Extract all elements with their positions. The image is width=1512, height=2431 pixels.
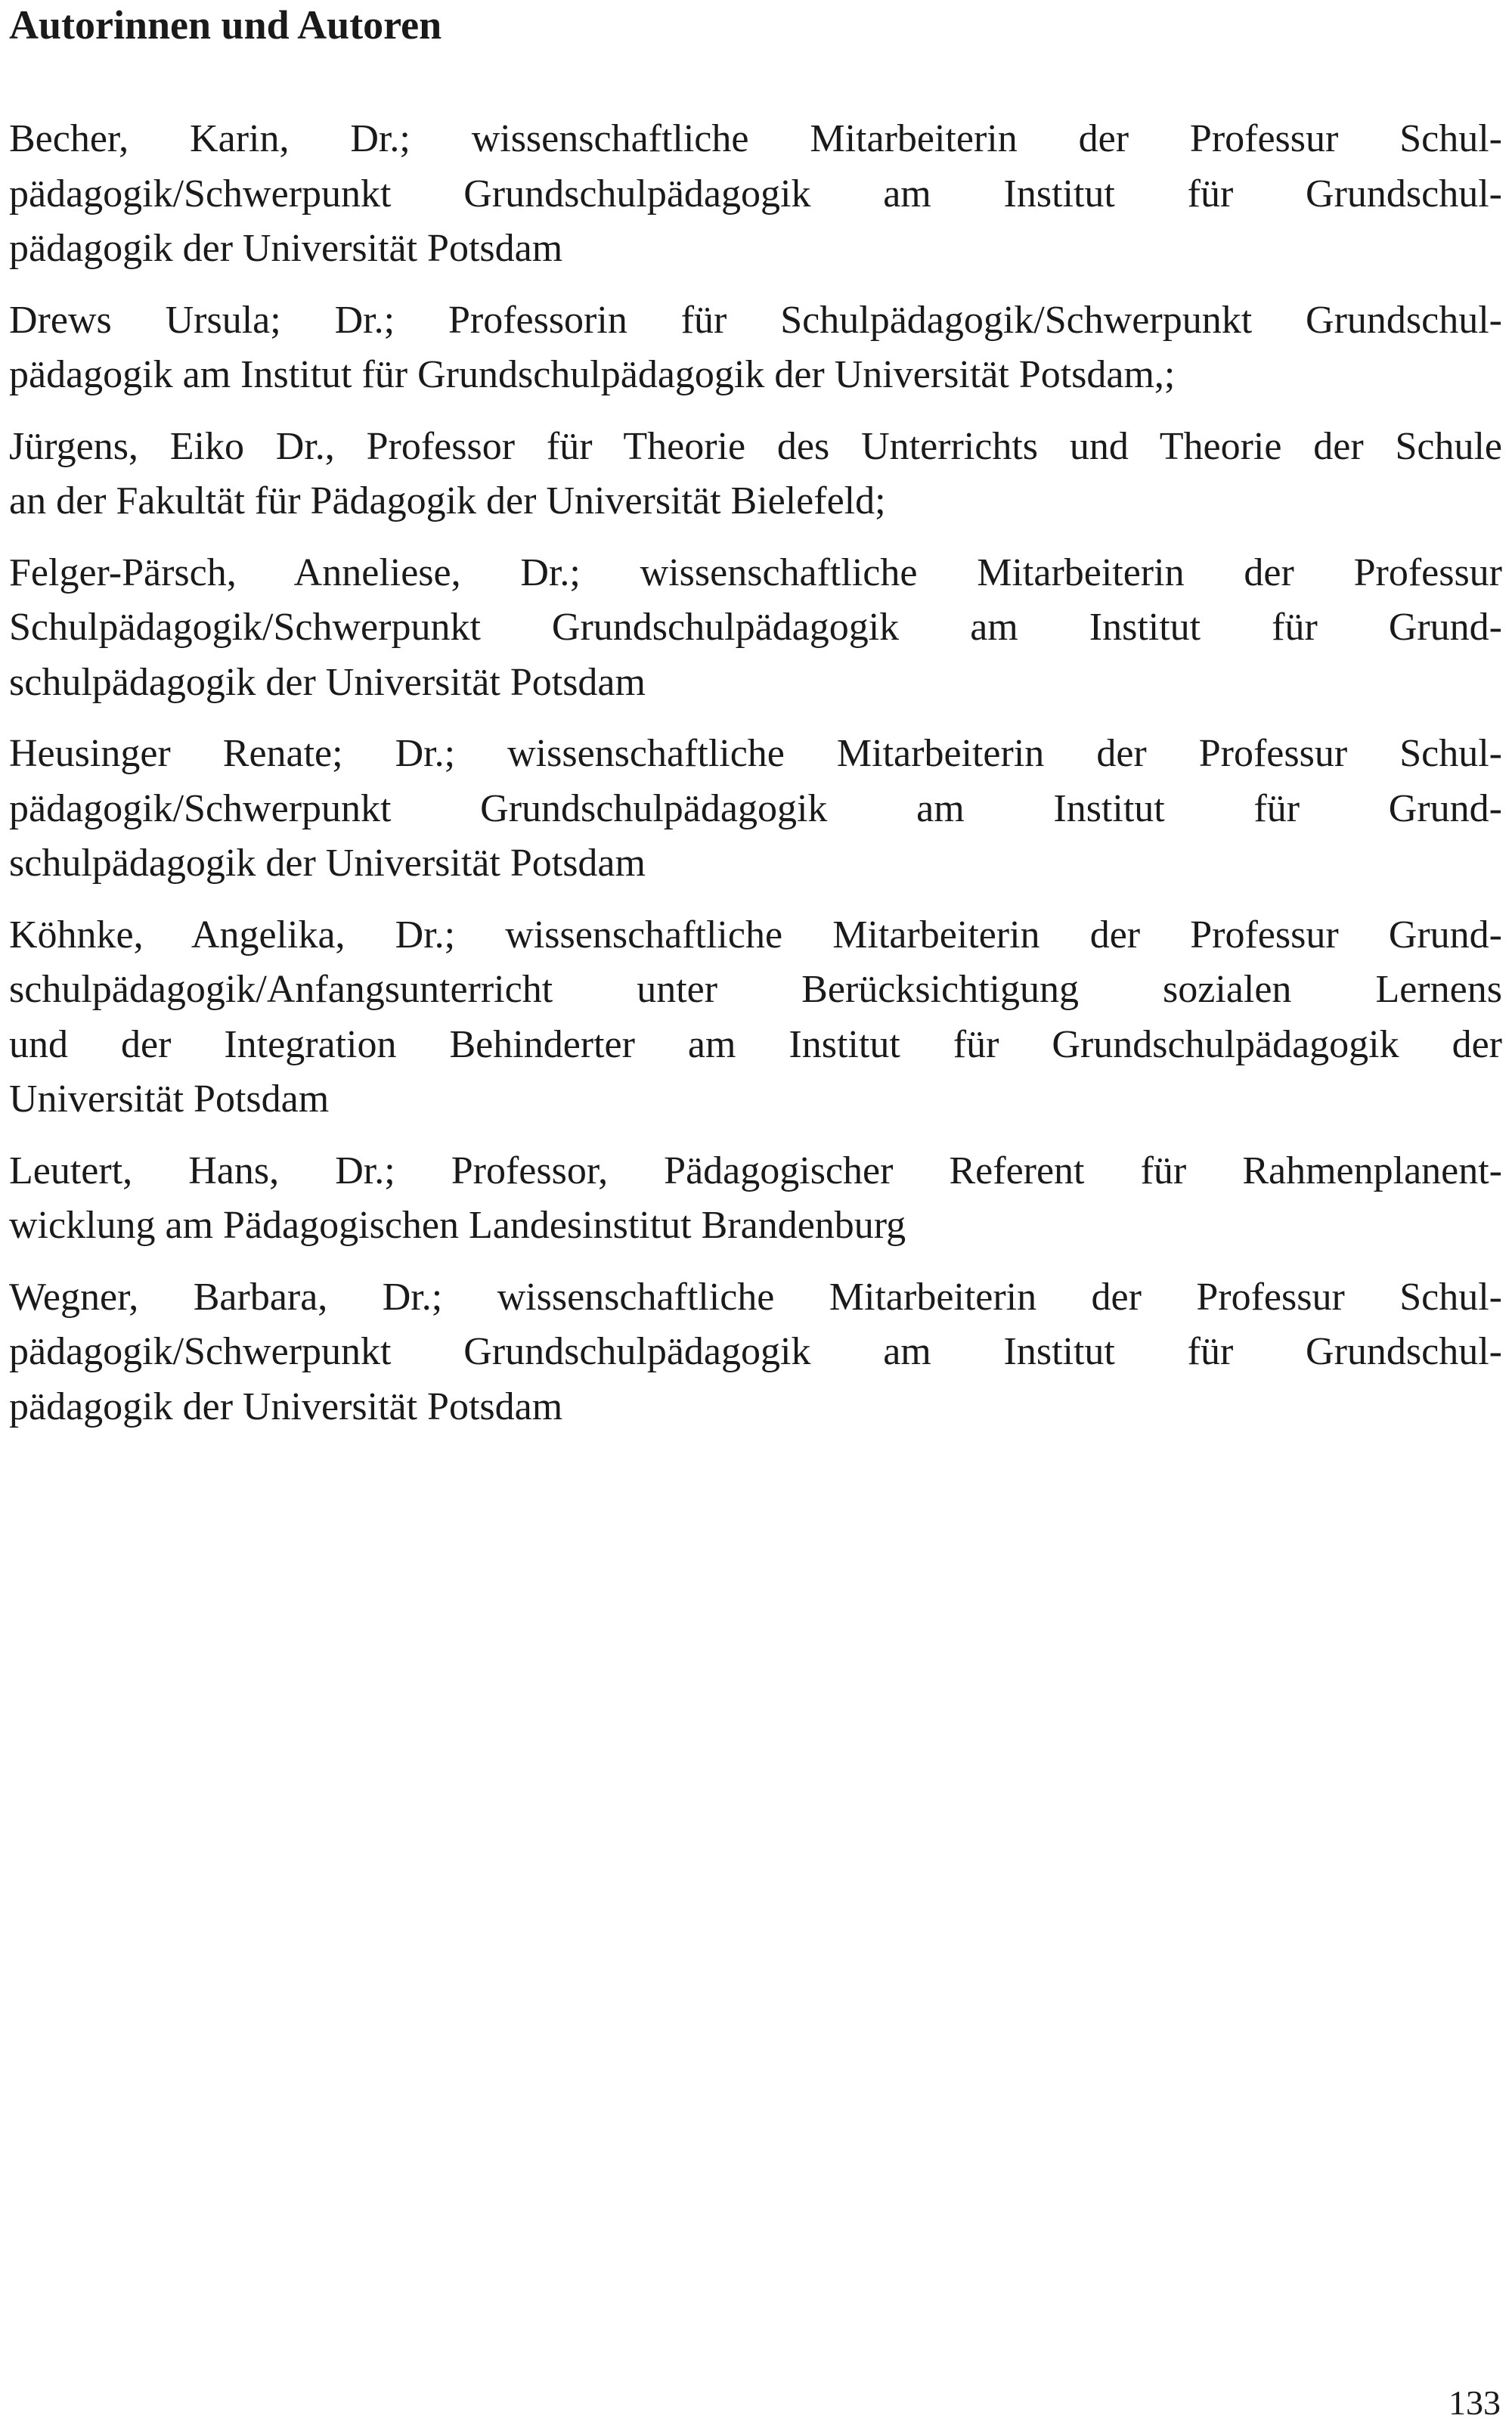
author-entry-line: Heusinger Renate; Dr.; wissenschaftliche Mitarbeiterin der Professur Schul- (9, 732, 1502, 775)
author-entry (9, 293, 1502, 403)
author-entry-line: Leutert, Hans, Dr.; Professor, Pädagogischer Referent für Rahmenplanent- (9, 1149, 1502, 1192)
author-entry-line: schulpädagogik der Universität Potsdam (9, 660, 646, 704)
author-entry-line: wicklung am Pädagogischen Landesinstitut Brandenburg (9, 1204, 906, 1247)
author-entry-line: schulpädagogik/Anfangsunterricht unter Berücksichtigung sozialen Lernens (9, 968, 1502, 1011)
author-entry-line: Becher, Karin, Dr.; wissenschaftliche Mitarbeiterin der Professur Schul- (9, 117, 1502, 160)
page-number: 133 (1448, 2383, 1501, 2422)
author-entry (9, 727, 1502, 891)
author-entry-line: Drews Ursula; Dr.; Professorin für Schulpädagogik/Schwerpunkt Grundschul- (9, 298, 1502, 342)
author-list (9, 112, 1502, 1451)
author-entry-line: pädagogik der Universität Potsdam (9, 1384, 563, 1428)
author-entry-line: Jürgens, Eiko Dr., Professor für Theorie des Unterrichts und Theorie der Schule (9, 424, 1502, 468)
author-entry (9, 112, 1502, 277)
author-entry (9, 546, 1502, 711)
author-entry-line: und der Integration Behinderter am Institut für Grundschulpädagogik der (9, 1022, 1502, 1066)
author-entry-line: an der Fakultät für Pädagogik der Universität Bielefeld; (9, 479, 886, 522)
author-entry-line: schulpädagogik der Universität Potsdam (9, 842, 646, 885)
author-entry (9, 908, 1502, 1127)
author-entry-line: Universität Potsdam (9, 1078, 330, 1121)
author-entry (9, 1270, 1502, 1435)
author-entry-line: Felger-Pärsch, Anneliese, Dr.; wissenschaftliche Mitarbeiterin der Professur (9, 550, 1502, 594)
author-entry-line: pädagogik/Schwerpunkt Grundschulpädagogik am Institut für Grundschul- (9, 172, 1502, 216)
author-entry-line: pädagogik am Institut für Grundschulpädagogik der Universität Potsdam,; (9, 353, 1176, 396)
page-heading: Autorinnen und Autoren (9, 2, 442, 48)
author-entry-line: pädagogik der Universität Potsdam (9, 227, 563, 270)
author-entry-line: Schulpädagogik/Schwerpunkt Grundschulpädagogik am Institut für Grund- (9, 606, 1502, 649)
author-entry-line: pädagogik/Schwerpunkt Grundschulpädagogik am Institut für Grundschul- (9, 1330, 1502, 1373)
author-entry (9, 420, 1502, 529)
author-entry (9, 1144, 1502, 1254)
author-entry-line: Wegner, Barbara, Dr.; wissenschaftliche Mitarbeiterin der Professur Schul- (9, 1275, 1502, 1319)
author-entry-line: pädagogik/Schwerpunkt Grundschulpädagogik am Institut für Grund- (9, 786, 1502, 830)
author-entry-line: Köhnke, Angelika, Dr.; wissenschaftliche Mitarbeiterin der Professur Grund- (9, 913, 1502, 957)
